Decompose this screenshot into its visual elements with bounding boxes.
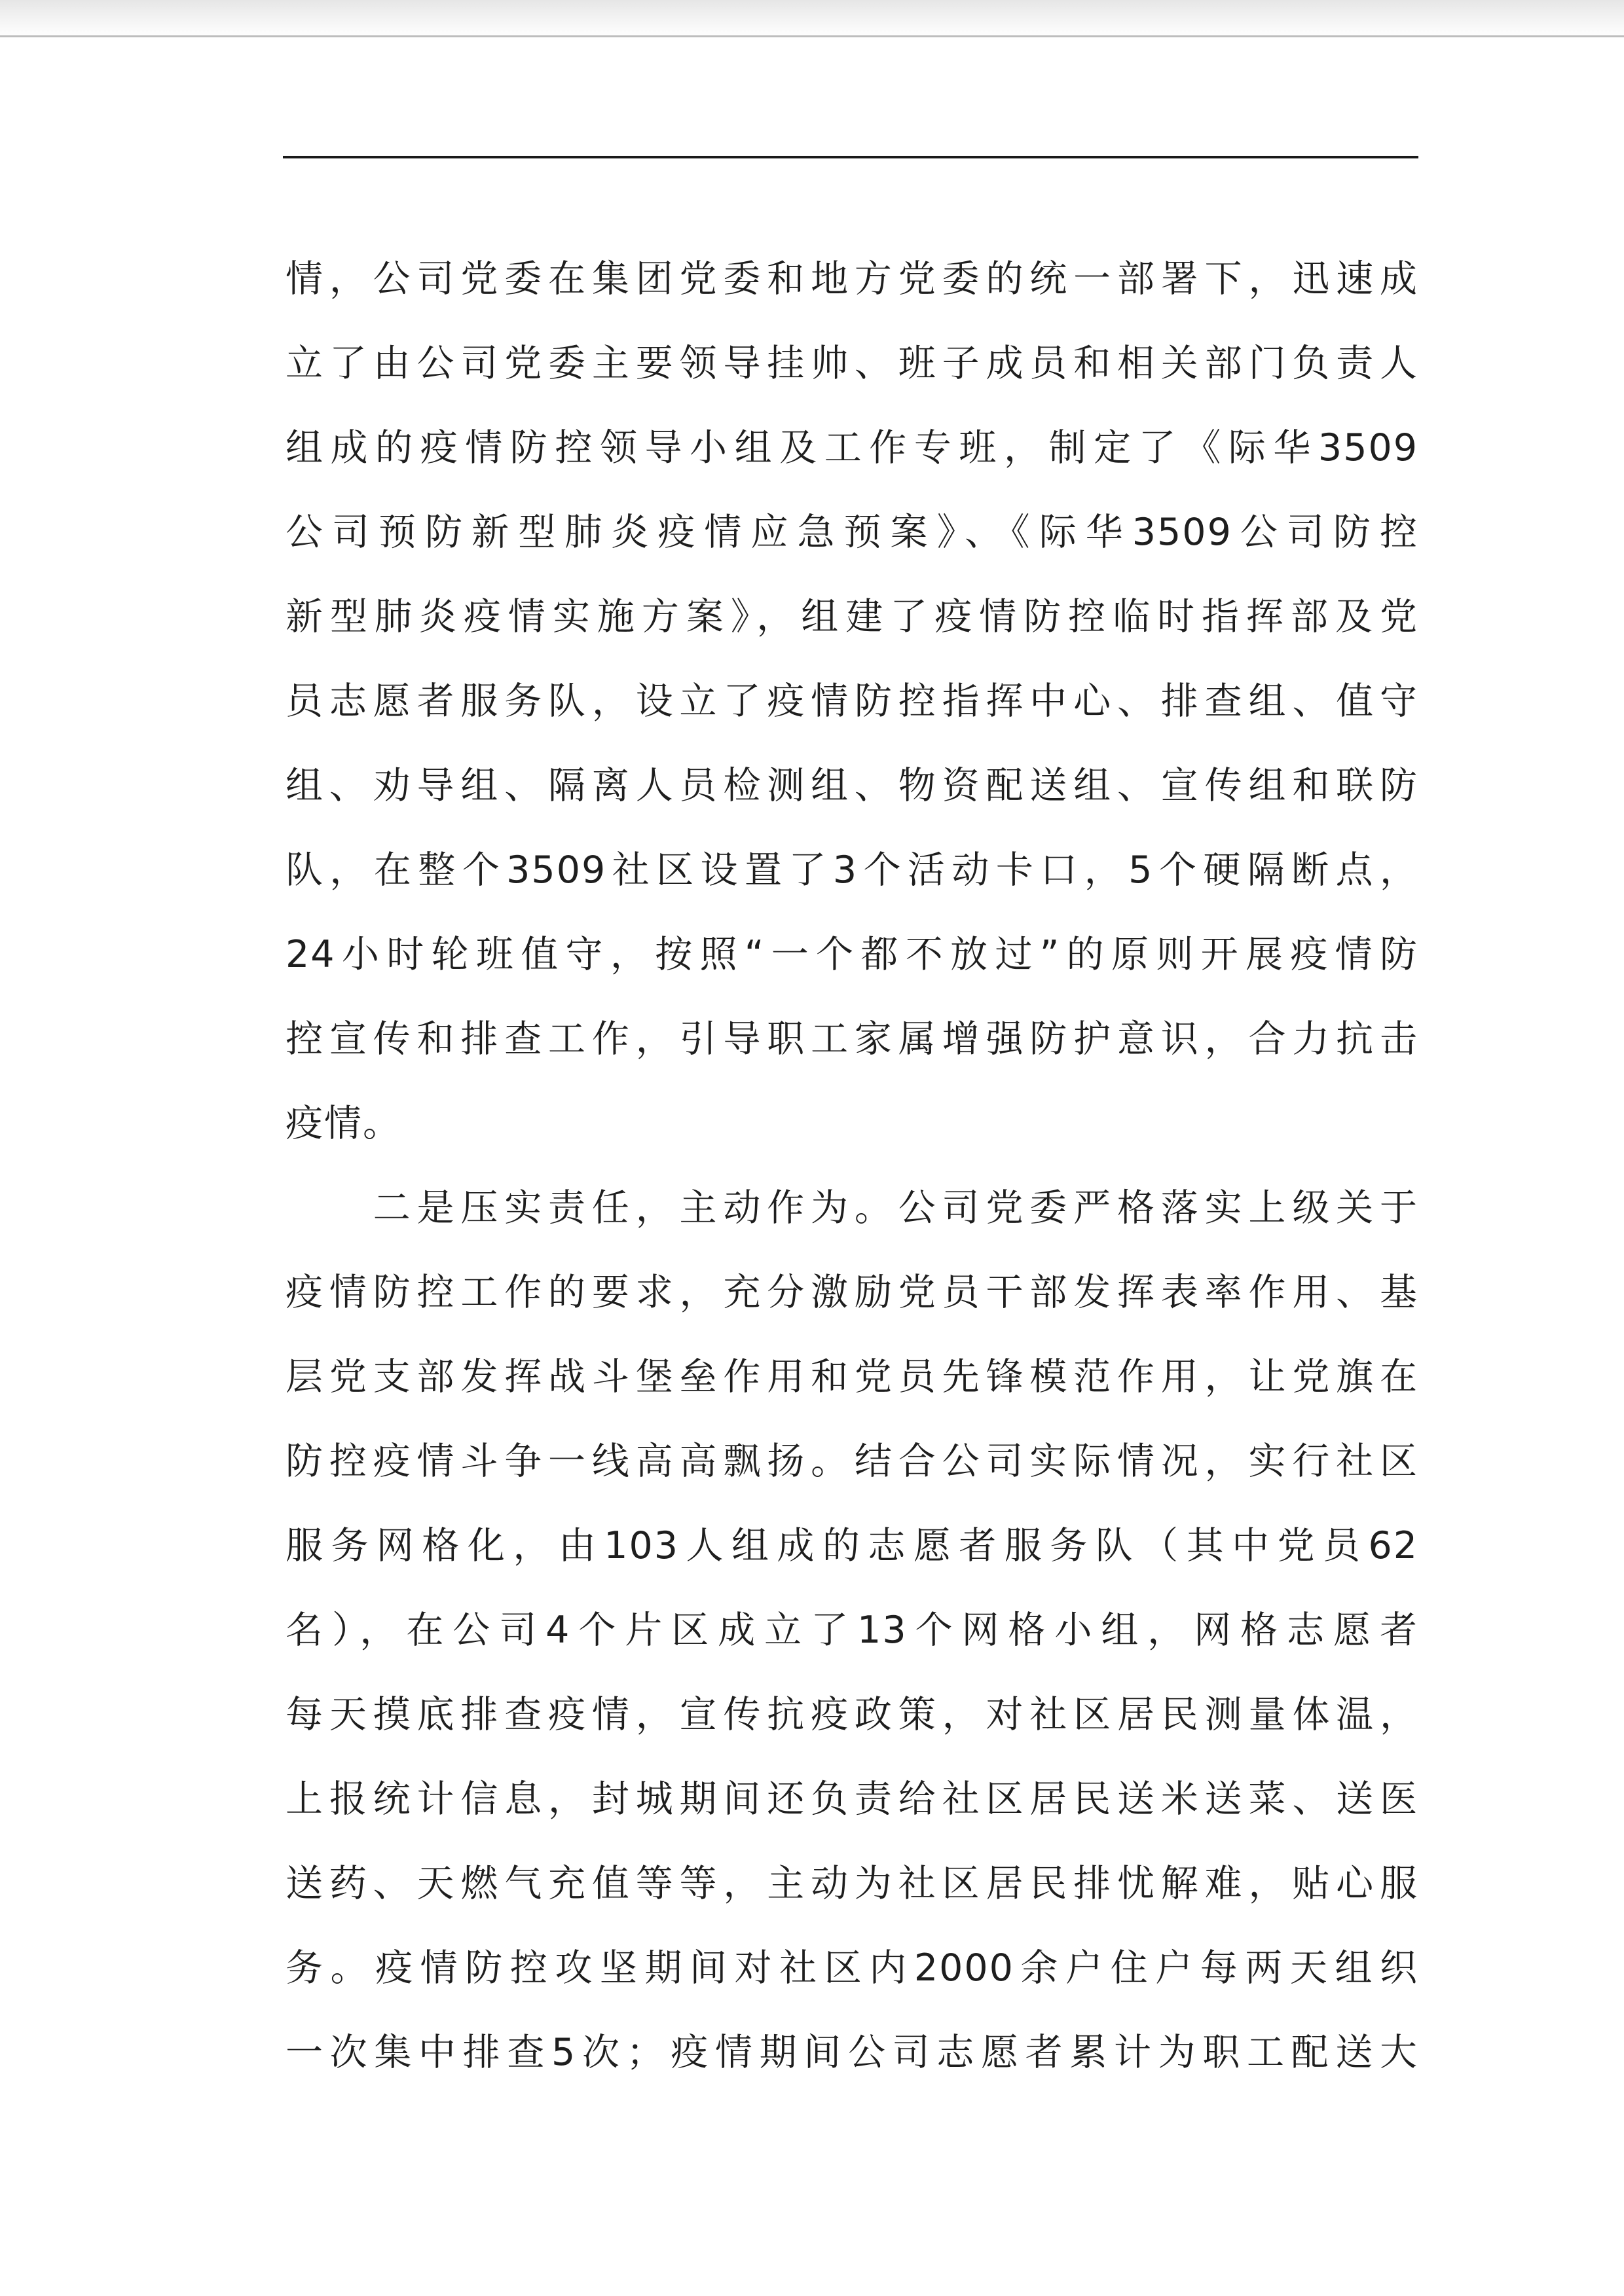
scan-top-edge [0, 0, 1624, 38]
text-line: 上报统计信息，封城期间还负责给社区居民送米送菜、送医 [286, 1777, 1418, 1821]
text-line: 组成的疫情防控领导小组及工作专班，制定了《际华3509 [286, 426, 1418, 469]
text-line: 防控疫情斗争一线高高飘扬。结合公司实际情况，实行社区 [286, 1440, 1418, 1483]
paragraph-end-line: 疫情。 [286, 1102, 401, 1145]
text-line: 队，在整个3509社区设置了3个活动卡口，5个硬隔断点， [286, 848, 1418, 892]
text-line: 立了由公司党委主要领导挂帅、班子成员和相关部门负责人 [286, 342, 1418, 385]
text-line: 24小时轮班值守，按照“一个都不放过”的原则开展疫情防 [286, 933, 1418, 976]
scan-edge-line [0, 35, 1624, 37]
text-line: 一次集中排查5次；疫情期间公司志愿者累计为职工配送大 [286, 2031, 1418, 2074]
text-line: 送药、天燃气充值等等，主动为社区居民排忧解难，贴心服 [286, 1862, 1418, 1905]
text-line: 情，公司党委在集团党委和地方党委的统一部署下，迅速成 [286, 257, 1418, 301]
document-body [286, 237, 1418, 2095]
text-line: 员志愿者服务队，设立了疫情防控指挥中心、排查组、值守 [286, 680, 1418, 723]
header-rule [283, 156, 1418, 158]
text-line: 公司预防新型肺炎疫情应急预案》、《际华3509公司防控 [286, 511, 1418, 554]
text-line: 层党支部发挥战斗堡垒作用和党员先锋模范作用，让党旗在 [286, 1355, 1418, 1398]
text-line: 务。疫情防控攻坚期间对社区内2000余户住户每两天组织 [286, 1946, 1418, 1990]
text-line: 疫情防控工作的要求，充分激励党员干部发挥表率作用、基 [286, 1271, 1418, 1314]
paragraph-start-line: 二是压实责任，主动作为。公司党委严格落实上级关于 [286, 1186, 1418, 1230]
text-line: 控宣传和排查工作，引导职工家属增强防护意识，合力抗击 [286, 1017, 1418, 1061]
text-line: 新型肺炎疫情实施方案》，组建了疫情防控临时指挥部及党 [286, 595, 1418, 638]
text-line: 组、劝导组、隔离人员检测组、物资配送组、宣传组和联防 [286, 764, 1418, 807]
text-line: 名），在公司4个片区成立了13个网格小组，网格志愿者 [286, 1609, 1418, 1652]
text-line: 每天摸底排查疫情，宣传抗疫政策，对社区居民测量体温， [286, 1693, 1418, 1736]
text-line: 服务网格化，由103人组成的志愿者服务队（其中党员62 [286, 1524, 1418, 1567]
